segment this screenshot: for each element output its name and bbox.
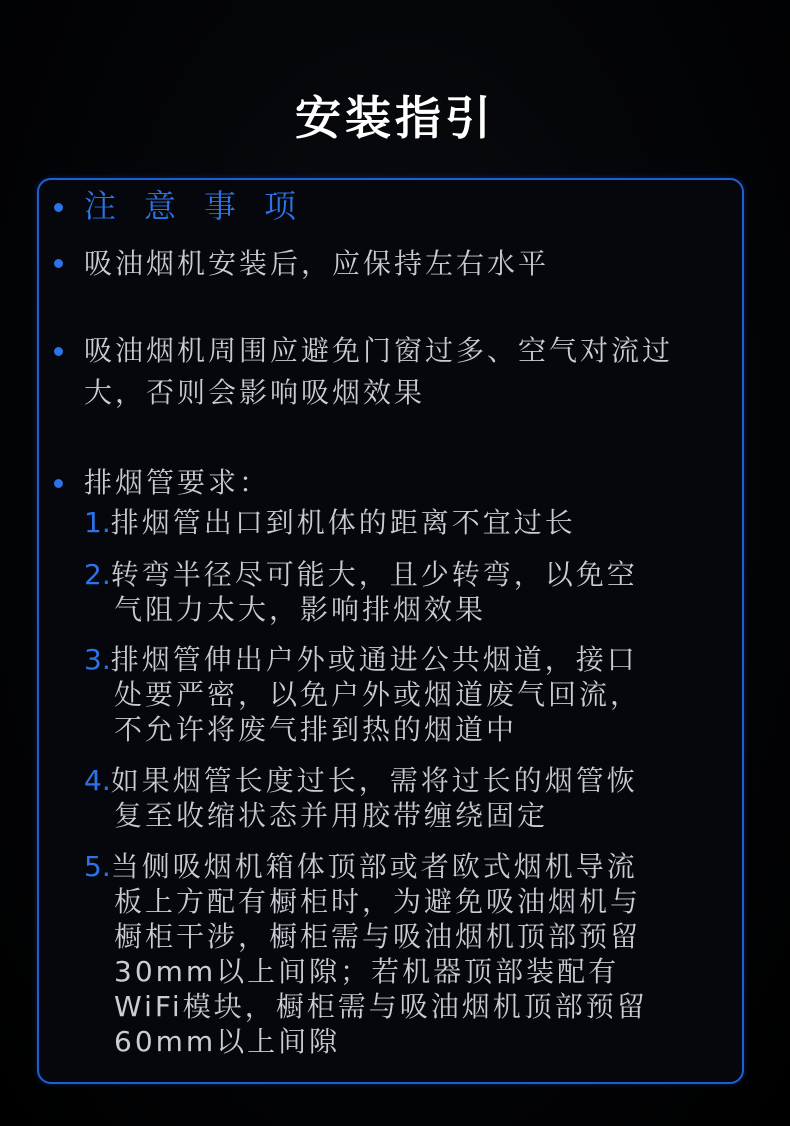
requirement-text: 如果烟管长度过长，需将过长的烟管恢 <box>110 764 638 797</box>
requirement-text: 橱柜干涉，橱柜需与吸油烟机顶部预留 <box>114 920 642 953</box>
requirement-line <box>84 642 641 677</box>
requirement-text: 不允许将废气排到热的烟道中 <box>114 713 518 746</box>
requirement-number: 5. <box>84 850 111 883</box>
item-bullet-icon <box>54 259 63 268</box>
requirement-number: 3. <box>84 643 111 676</box>
requirement-text: 板上方配有橱柜时，为避免吸油烟机与 <box>114 885 642 918</box>
notice-item <box>84 246 549 281</box>
requirement-line <box>84 989 648 1024</box>
requirement-line <box>84 763 638 798</box>
item-bullet-icon <box>54 479 63 488</box>
requirement-text: 转弯半径尽可能大，且少转弯，以免空 <box>110 558 638 591</box>
notice-item <box>84 333 673 410</box>
requirement-number: 1. <box>84 506 111 539</box>
requirement-line <box>84 954 648 989</box>
requirement-text: 排烟管出口到机体的距离不宜过长 <box>110 506 576 539</box>
requirement-text: 气阻力太大，影响排烟效果 <box>114 593 487 626</box>
requirement-line <box>84 712 641 747</box>
requirement-line <box>84 592 638 627</box>
notice-item-line: 吸油烟机周围应避免门窗过多、空气对流过 <box>84 334 674 367</box>
requirement-line <box>84 505 576 540</box>
item-bullet-icon <box>54 347 63 356</box>
requirement-line <box>84 849 648 884</box>
requirement-text: 当侧吸烟机箱体顶部或者欧式烟机导流 <box>110 850 638 883</box>
page-title: 安装指引 <box>295 91 495 145</box>
requirement-text: 排烟管伸出户外或通进公共烟道，接口 <box>110 643 638 676</box>
requirement-text: 处要严密，以免户外或烟道废气回流， <box>114 678 642 711</box>
requirement-text: 60mm以上间隙 <box>114 1025 341 1058</box>
notice-item-line: 排烟管要求： <box>84 466 271 499</box>
notice-item-line: 大，否则会影响吸烟效果 <box>84 376 426 409</box>
requirement-text: 30mm以上间隙；若机器顶部装配有 <box>114 955 620 988</box>
requirement-item <box>84 763 638 833</box>
requirement-item <box>84 849 648 1059</box>
notice-item <box>84 465 270 500</box>
notice-item-line: 吸油烟机安装后，应保持左右水平 <box>84 247 550 280</box>
requirement-line <box>84 919 648 954</box>
requirement-item <box>84 505 576 540</box>
heading-bullet-icon <box>54 203 63 212</box>
requirement-line <box>84 557 638 592</box>
requirement-line <box>84 1024 648 1059</box>
requirement-number: 4. <box>84 764 111 797</box>
requirement-number: 2. <box>84 558 111 591</box>
requirement-line <box>84 884 648 919</box>
requirement-text: WiFi模块，橱柜需与吸油烟机顶部预留 <box>114 990 648 1023</box>
requirement-item <box>84 642 641 747</box>
requirement-line <box>84 798 638 833</box>
requirement-line <box>84 677 641 712</box>
notice-heading: 注意事项 <box>84 187 325 225</box>
requirement-text: 复至收缩状态并用胶带缠绕固定 <box>114 799 549 832</box>
requirement-item <box>84 557 638 627</box>
